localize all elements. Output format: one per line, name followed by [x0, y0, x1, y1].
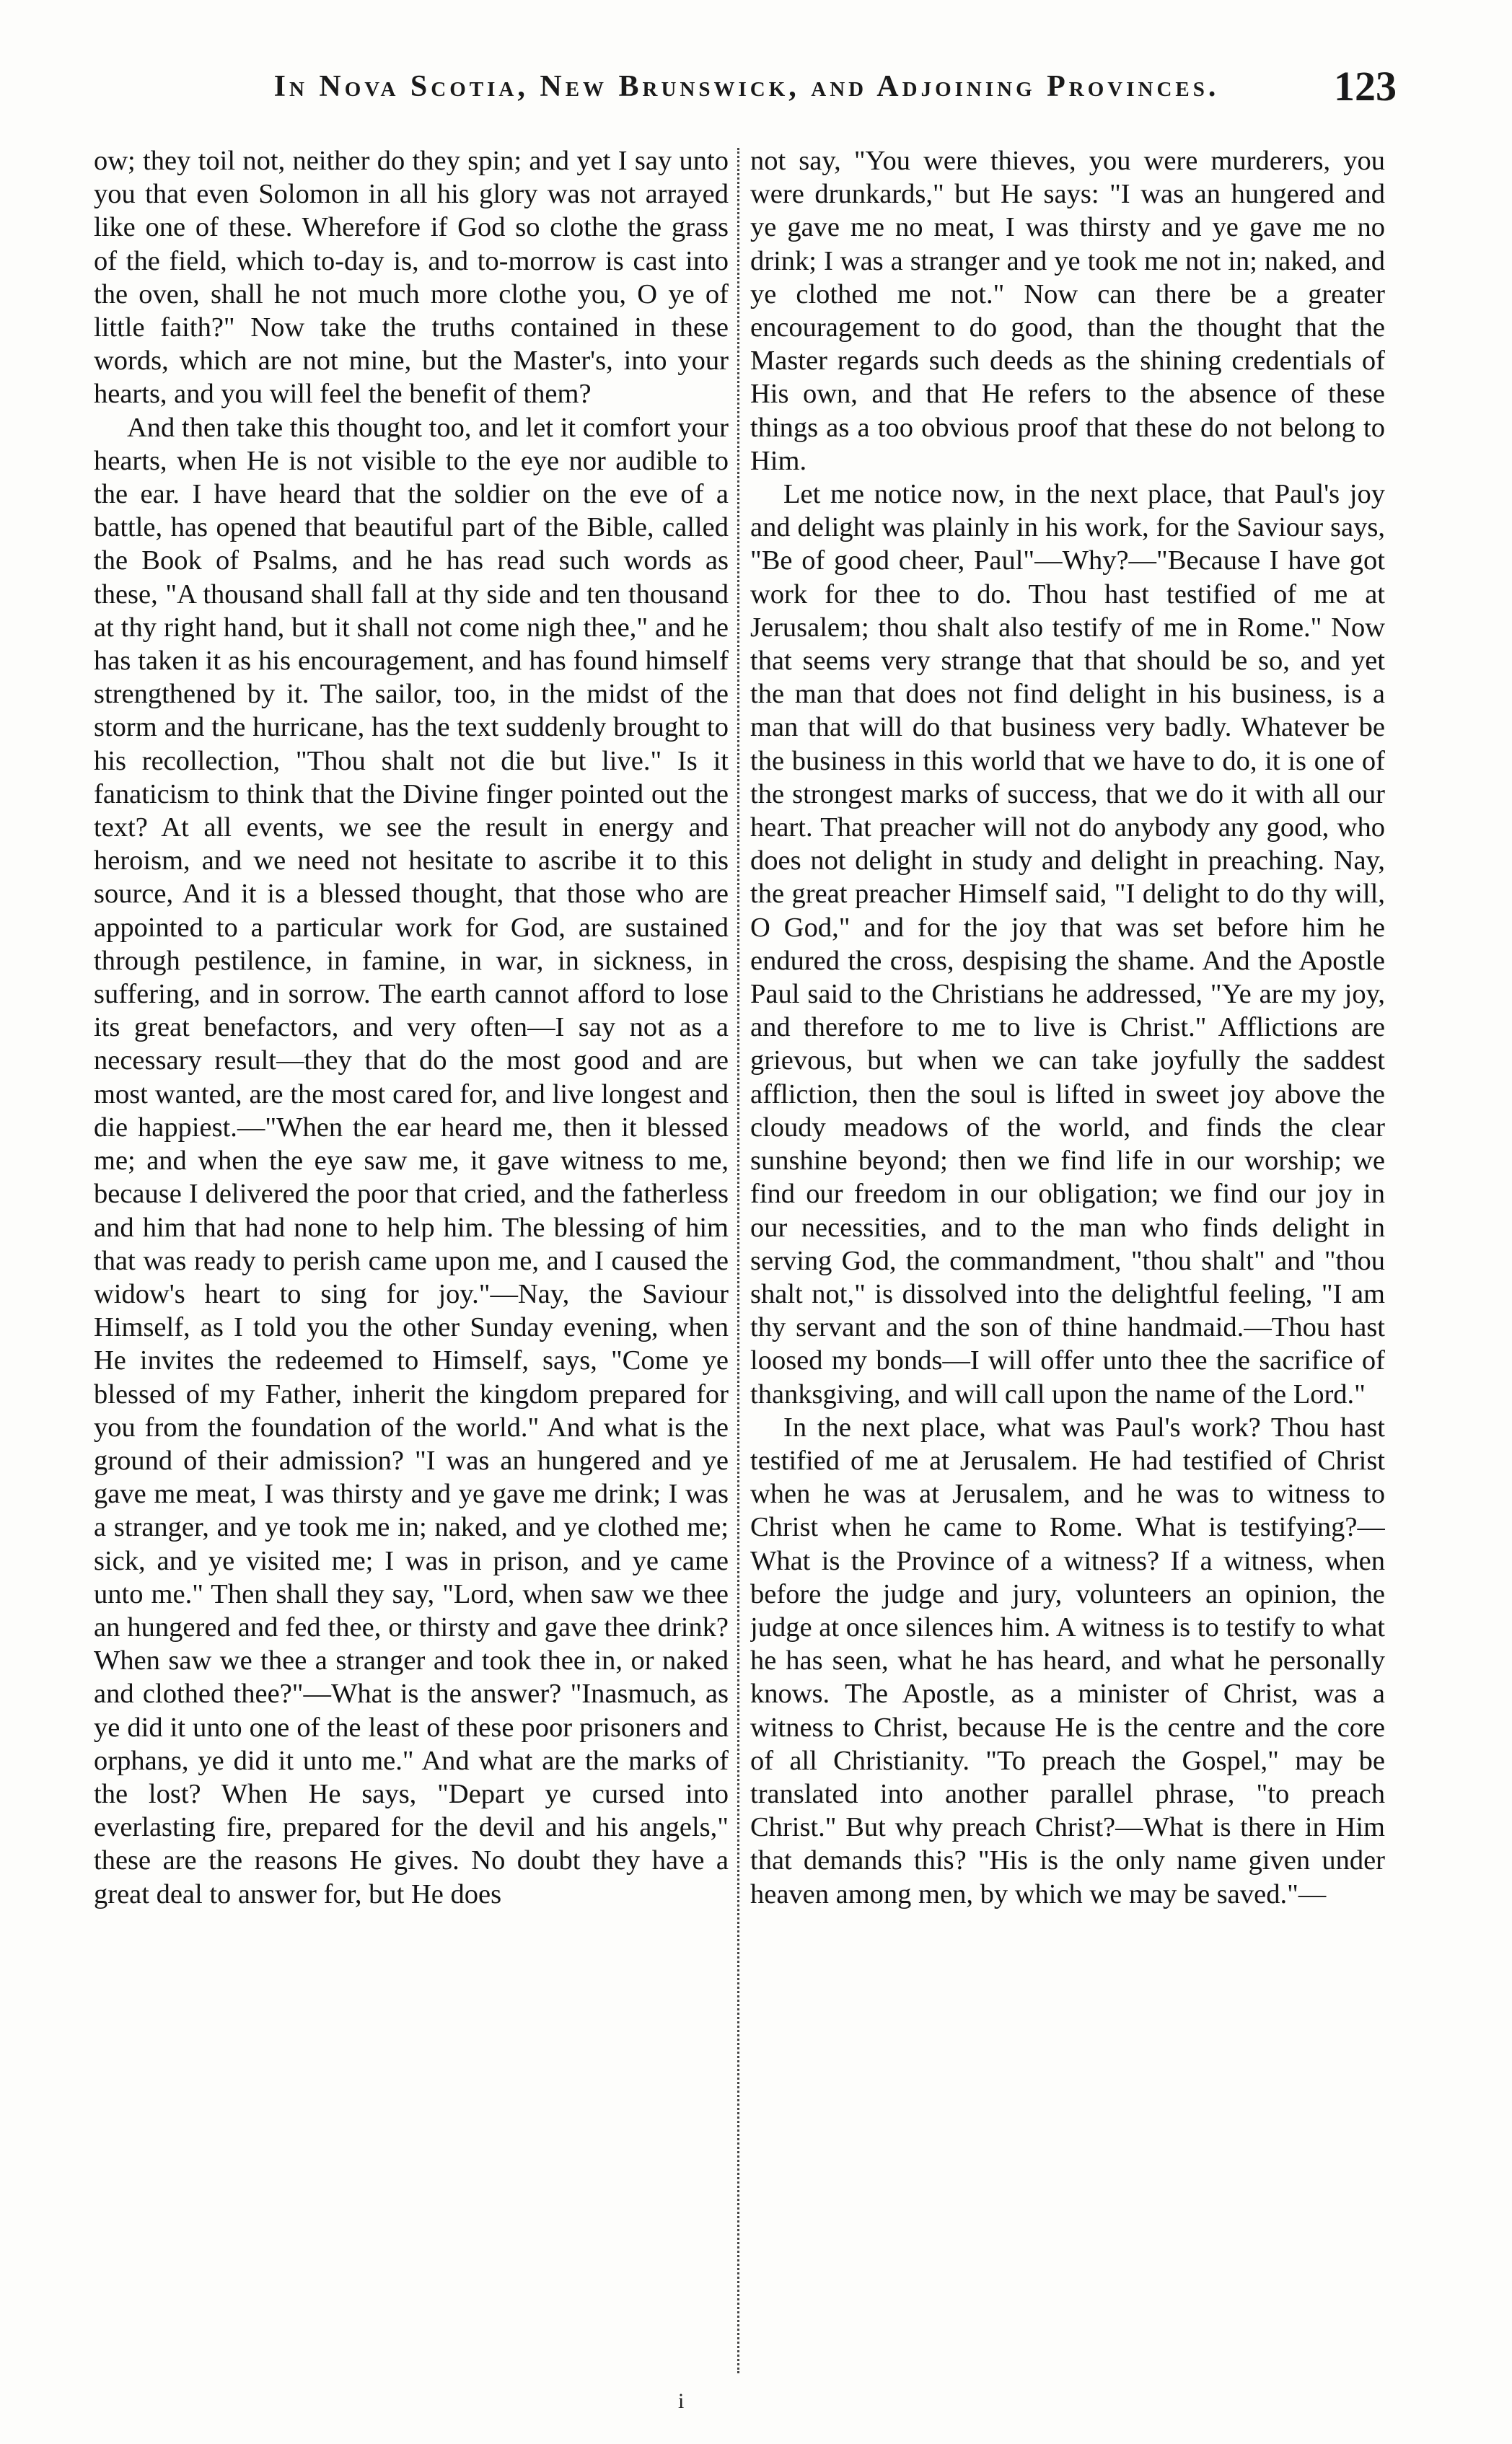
right-paragraph-3: In the next place, what was Paul's work? Thou hast testified of me at Jerusalem. He had testified of Christ when he was at Jerusalem, and he was to witness to Christ when he came to Rome. What is testifying?—What is the Province of a witness? If a witness, when before the judge and jury, volunteers an opinion, the judge at once silences him. A witness is to testify to what he has seen, what he has heard, and what he personally knows. The Apostle, as a minister of Christ, was a witness to Christ, because He is the centre and the core of all Christianity. "To preach the Gospel," may be translated into another parallel phrase, "to preach Christ." But why preach Christ?—What is there in Him that demands this? "His is the only name given under heaven among men, by which we may be saved."— — [750, 1412, 1385, 1909]
right-paragraph-1: not say, "You were thieves, you were murderers, you were drunkards," but He says: "I was an hungered and ye gave me no meat, I was thirsty and ye gave me no drink; I was a stranger and ye took me not in; naked, and ye clothed me not." Now can there be a greater encouragement to do good, than the thought that the Master regards such deeds as the shining credentials of His own, and that He refers to the absence of these things as a too obvious proof that these do not belong to Him. — [750, 146, 1385, 476]
left-column — [94, 144, 729, 2388]
left-paragraph-2: And then take this thought too, and let it comfort your hearts, when He is not visible to the eye nor audible to the ear. I have heard that the soldier on the eve of a battle, has opened that beautiful part of the Bible, called the Book of Psalms, and he has read such words as these, "A thousand shall fall at thy side and ten thousand at thy right hand, but it shall not come nigh thee," and he has taken it as his encouragement, and has found himself strengthened by it. The sailor, too, in the midst of the storm and the hurricane, has the text suddenly brought to his recollection, "Thou shalt not die but live." Is it fanaticism to think that the Divine finger pointed out the text? At all events, we see the result in energy and heroism, and we need not hesitate to ascribe it to this source, And it is a blessed thought, that those who are appointed to a particular work for God, are sustained through pestilence, in famine, in war, in sickness, in suffering, and in sorrow. The earth cannot afford to lose its great benefactors, and very often—I say not as a necessary result—they that do the most good and are most wanted, are the most cared for, and live longest and die happiest.—"When the ear heard me, then it blessed me; and when the eye saw me, it gave witness to me, because I delivered the poor that cried, and the fatherless and him that had none to help him. The blessing of him that was ready to perish came upon me, and I caused the widow's heart to sing for joy."—Nay, the Saviour Himself, as I told you the other Sunday evening, when He invites the redeemed to Himself, says, "Come ye blessed of my Father, inherit the kingdom prepared for you from the foundation of the world." And what is the ground of their admission? "I was an hungered and ye gave me meat, I was thirsty and ye gave me drink; I was a stranger, and ye took me in; naked, and ye clothed me; sick, and ye visited me; I was in prison, and ye came unto me." Then shall they say, "Lord, when saw we thee an hungered and fed thee, or thirsty and gave thee drink? When saw we thee a stranger and took thee in, or naked and clothed thee?"—What is the answer? "Inasmuch, as ye did it unto one of the least of these poor prisoners and orphans, ye did it unto me." And what are the marks of the lost? When He says, "Depart ye cursed into everlasting fire, prepared for the devil and his angels," these are the reasons He gives. No doubt they have a great deal to answer for, but He does — [94, 412, 729, 1909]
page-number: 123 — [1334, 63, 1397, 110]
left-paragraph-1: ow; they toil not, neither do they spin; and yet I say unto you that even Solomon in all his glory was not arrayed like one of these. Wherefore if God so clothe the grass of the field, which to-day is, and to-morrow is cast into the oven, shall he not much more clothe you, O ye of little faith?" Now take the truths contained in these words, which are not mine, but the Master's, into your hearts, and you will feel the benefit of them? — [94, 146, 729, 410]
right-column — [750, 144, 1385, 2388]
right-paragraph-2: Let me notice now, in the next place, that Paul's joy and delight was plainly in his work, for the Saviour says, "Be of good cheer, Paul"—Why?—"Because I have got work for thee to do. Thou hast testified of me at Jerusalem; thou shalt also testify of me in Rome." Now that seems very strange that that should be so, and yet the man that does not find delight in his business, is a man that will do that business very badly. Whatever be the business in this world that we have to do, it is one of the strongest marks of success, that we do it with all our heart. That preacher will not do anybody any good, who does not delight in study and delight in preaching. Nay, the great preacher Himself said, "I delight to do thy will, O God," and for the joy that was set before him he endured the cross, despising the shame. And the Apostle Paul said to the Christians he addressed, "Ye are my joy, and therefore to me to live is Christ." Afflictions are grievous, but when we can take joyfully the saddest affliction, then the soul is lifted in sweet joy above the cloudy meadows of the world, and finds the clear sunshine beyond; then we find life in our worship; we find our freedom in our obligation; we find our joy in our necessities, and to the man who finds delight in serving God, the commandment, "thou shalt" and "thou shalt not," is dissolved into the delightful feeling, "I am thy servant and the son of thine handmaid.—Thou hast loosed my bonds—I will offer unto thee the sacrifice of thanksgiving, and will call upon the name of the Lord." — [750, 479, 1385, 1410]
running-head: In Nova Scotia, New Brunswick, and Adjoining Provinces. — [273, 70, 1220, 103]
column-divider — [737, 148, 739, 2373]
footer-mark: i — [678, 2389, 685, 2413]
